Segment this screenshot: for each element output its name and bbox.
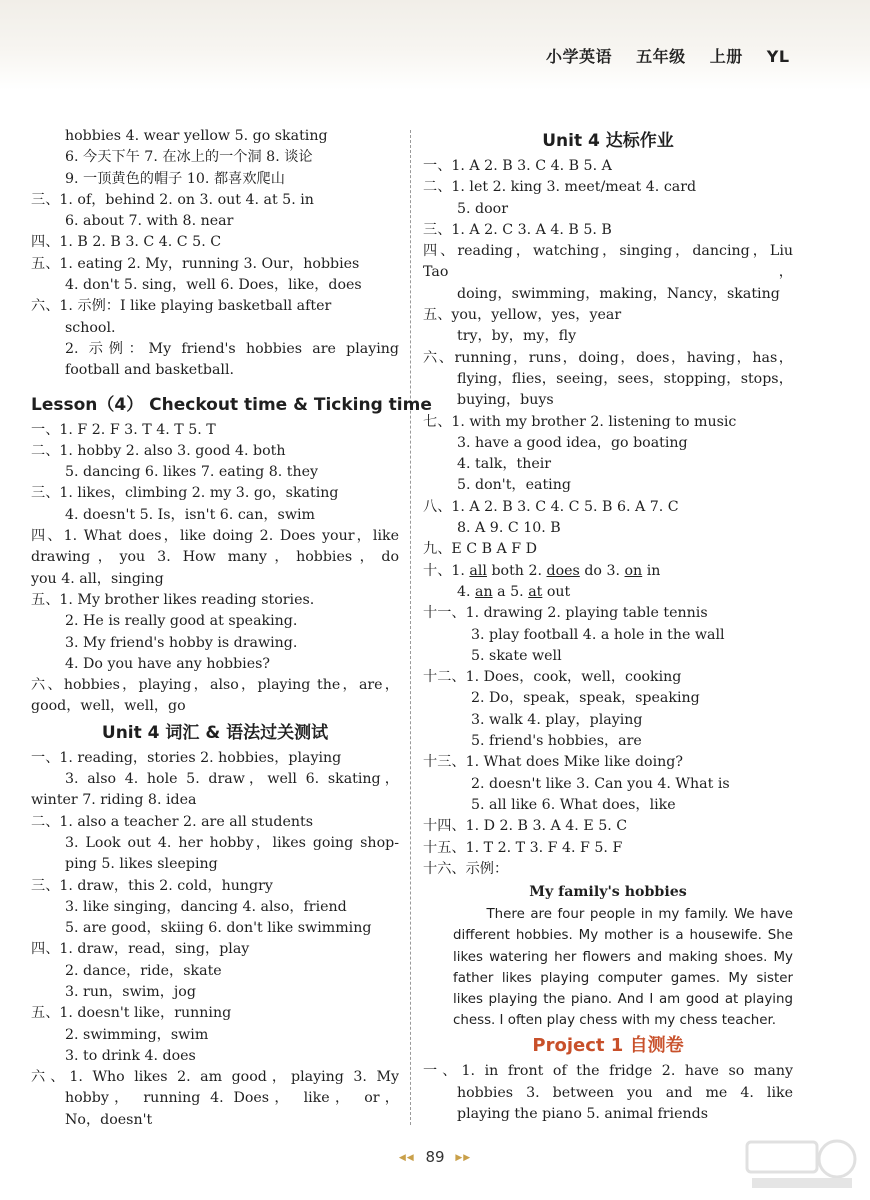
left-arrows-icon: ◀◀ bbox=[398, 1152, 415, 1163]
answer-line: school. bbox=[65, 319, 116, 336]
section-heading: Unit 4 达标作业 bbox=[542, 131, 674, 151]
answer-line: 十五、1. T 2. T 3. F 4. F 5. F bbox=[423, 839, 623, 856]
answer-line: 六、running，runs，doing，does，having，has， bbox=[423, 349, 793, 366]
answer-line: buying，buys bbox=[457, 392, 554, 409]
answer-line: 2. 示例：My friend's hobbies are playing bbox=[65, 340, 399, 357]
answer-line: 十六、示例： bbox=[423, 860, 509, 877]
left-answer-column bbox=[31, 126, 432, 1131]
answer-text: 4. bbox=[457, 583, 476, 600]
answer-line: 4. talk，their bbox=[457, 456, 552, 473]
underlined-answer: does bbox=[546, 562, 580, 579]
answer-line: hobbies 3. between you and me 4. like bbox=[457, 1084, 793, 1101]
answer-line: 七、1. with my brother 2. listening to music bbox=[423, 413, 737, 430]
answer-line: good，well，well，go bbox=[31, 698, 186, 715]
answer-text: a 5. bbox=[492, 583, 529, 600]
answer-line: doing，swimming，making，Nancy，skating bbox=[457, 285, 780, 302]
essay-title: My family's hobbies bbox=[529, 884, 687, 901]
answer-line: 5. all like 6. What does，like bbox=[471, 796, 676, 813]
answer-line: 2. dance，ride，skate bbox=[65, 962, 222, 979]
answer-line: 3. to drink 4. does bbox=[65, 1047, 196, 1064]
answer-line: 8. A 9. C 10. B bbox=[457, 520, 561, 537]
section-heading: Lesson（4） Checkout time & Ticking time bbox=[31, 394, 432, 415]
answer-line: 2. He is really good at speaking. bbox=[65, 613, 298, 630]
underlined-answer: at bbox=[528, 583, 543, 600]
answer-line: drawing，you 3. How many，hobbies，do bbox=[31, 549, 399, 566]
answer-line: 5. skate well bbox=[471, 647, 562, 664]
answer-line: ping 5. likes sleeping bbox=[65, 856, 218, 873]
answer-line: 十一、1. drawing 2. playing table tennis bbox=[423, 605, 708, 622]
answer-line: 三、1. likes，climbing 2. my 3. go，skating bbox=[31, 485, 339, 502]
answer-line: 四、1. What does，like doing 2. Does your，like bbox=[31, 528, 399, 545]
underlined-answer: an bbox=[475, 583, 493, 600]
answer-line: 一、1. in front of the fridge 2. have so many bbox=[423, 1063, 793, 1080]
answer-line: you 4. all，singing bbox=[31, 570, 164, 587]
answer-line: 5. dancing 6. likes 7. eating 8. they bbox=[65, 464, 319, 481]
answer-text: 十、1. bbox=[423, 562, 470, 579]
answer-line: 四、1. draw，read，sing，play bbox=[31, 941, 250, 958]
answer-line: 3. Look out 4. her hobby，likes going shop- bbox=[65, 834, 399, 851]
answer-line: 三、1. of，behind 2. on 3. out 4. at 5. in bbox=[31, 191, 314, 208]
answer-line: 3. have a good idea，go boating bbox=[457, 434, 688, 451]
answer-line: 6. about 7. with 8. near bbox=[65, 213, 234, 230]
answer-line: 三、1. A 2. C 3. A 4. B 5. B bbox=[423, 221, 612, 238]
section-heading: Project 1 自测卷 bbox=[532, 1035, 684, 1057]
spacer bbox=[31, 382, 399, 390]
answer-line: 4. Do you have any hobbies? bbox=[65, 655, 270, 672]
answer-line: 十三、1. What does Mike like doing? bbox=[423, 754, 683, 771]
answer-line: 三、1. draw，this 2. cold，hungry bbox=[31, 877, 273, 894]
header-grade: 五年级 bbox=[636, 47, 686, 66]
section-heading: Unit 4 词汇 & 语法过关测试 bbox=[101, 722, 329, 743]
header-volume: 上册 bbox=[709, 47, 743, 66]
answer-line: 5. door bbox=[457, 200, 508, 217]
answer-line: playing the piano 5. animal friends bbox=[457, 1105, 708, 1122]
answer-line: 3. like singing，dancing 4. also，friend bbox=[65, 898, 347, 915]
answer-line: hobbies 4. wear yellow 5. go skating bbox=[65, 128, 328, 144]
answer-line: 五、1. doesn't like，running bbox=[31, 1005, 232, 1022]
answer-line: 3. run，swim，jog bbox=[65, 983, 196, 1000]
column-divider bbox=[410, 130, 411, 1125]
answer-line: 二、1. hobby 2. also 3. good 4. both bbox=[31, 442, 286, 459]
right-answer-column bbox=[423, 126, 793, 1125]
answer-line: 2. swimming，swim bbox=[65, 1026, 209, 1043]
answer-line: No，doesn't bbox=[65, 1111, 153, 1128]
answer-line: 二、1. also a teacher 2. are all students bbox=[31, 813, 313, 830]
answer-line: 十四、1. D 2. B 3. A 4. E 5. C bbox=[423, 818, 628, 835]
answer-line bbox=[423, 561, 793, 582]
answer-line: 3. My friend's hobby is drawing. bbox=[65, 634, 298, 651]
answer-line: 4. don't 5. sing，well 6. Does，like，does bbox=[65, 277, 362, 294]
answer-text: out bbox=[542, 583, 571, 600]
answer-line: 一、1. reading，stories 2. hobbies，playing bbox=[31, 749, 342, 766]
answer-line: 十二、1. Does，cook，well，cooking bbox=[423, 669, 682, 686]
answer-line: 2. doesn't like 3. Can you 4. What is bbox=[471, 775, 730, 792]
answer-line: 四、reading，watching，singing，dancing，Liu Tao， bbox=[423, 243, 793, 281]
answer-line: 5. don't，eating bbox=[457, 477, 571, 494]
answer-line: 五、1. eating 2. My，running 3. Our，hobbies bbox=[31, 255, 360, 272]
answer-line: hobby， running 4. Does， like， or， bbox=[65, 1090, 399, 1107]
answer-line: 五、you，yellow，yes，year bbox=[423, 307, 622, 324]
answer-line: 5. friend's hobbies，are bbox=[471, 733, 642, 750]
watermark-stamp-icon bbox=[742, 1134, 862, 1194]
essay-paragraph: There are four people in my family. We have different hobbies. My mother is a housewife. She likes watering her flowers and making shoes. My father likes playing computer games. My sister likes playing the piano. And I am good at playing chess. I often play chess with my chess teacher. bbox=[453, 907, 793, 1029]
underlined-answer: on bbox=[624, 562, 643, 579]
answer-line: 九、E C B A F D bbox=[423, 541, 538, 558]
answer-line bbox=[423, 582, 793, 603]
answer-text: do 3. bbox=[579, 562, 625, 579]
answer-line: 3. play football 4. a hole in the wall bbox=[471, 626, 725, 643]
answer-text: both 2. bbox=[486, 562, 547, 579]
answer-line: 二、1. let 2. king 3. meet/meat 4. card bbox=[423, 179, 697, 196]
answer-line: 四、1. B 2. B 3. C 4. C 5. C bbox=[31, 234, 222, 251]
header-edition: YL bbox=[766, 47, 790, 66]
answer-line: 八、1. A 2. B 3. C 4. C 5. B 6. A 7. C bbox=[423, 498, 679, 515]
answer-line: 6. 今天下午 7. 在冰上的一个洞 8. 谈论 bbox=[65, 149, 313, 166]
answer-line: 六、1. 示例：I like playing basketball after bbox=[31, 298, 332, 315]
answer-line: 六、hobbies，playing，also，playing the，are， bbox=[31, 677, 399, 694]
answer-line: 一、1. F 2. F 3. T 4. T 5. T bbox=[31, 421, 216, 438]
answer-line: football and basketball. bbox=[65, 362, 234, 379]
answer-text: in bbox=[642, 562, 661, 579]
answer-line: 3. walk 4. play，playing bbox=[471, 711, 643, 728]
page-number: 89 bbox=[425, 1148, 445, 1166]
answer-line: 3. also 4. hole 5. draw，well 6. skating， bbox=[65, 771, 399, 788]
answer-line: 六、1. Who likes 2. am good，playing 3. My bbox=[31, 1069, 399, 1086]
answer-line: 五、1. My brother likes reading stories. bbox=[31, 591, 315, 608]
answer-line: 4. doesn't 5. Is，isn't 6. can，swim bbox=[65, 506, 315, 523]
right-arrows-icon: ▶▶ bbox=[455, 1152, 472, 1163]
answer-line: 一、1. A 2. B 3. C 4. B 5. A bbox=[423, 158, 612, 174]
page-footer bbox=[0, 1148, 870, 1166]
running-header bbox=[546, 44, 808, 67]
answer-line: winter 7. riding 8. idea bbox=[31, 792, 197, 809]
answer-line: 5. are good，skiing 6. don't like swimming bbox=[65, 920, 372, 937]
answer-line: 9. 一顶黄色的帽子 10. 都喜欢爬山 bbox=[65, 170, 285, 187]
underlined-answer: all bbox=[469, 562, 487, 579]
answer-line: try，by，my，fly bbox=[457, 328, 577, 345]
answer-line: 2. Do，speak，speak，speaking bbox=[471, 690, 700, 707]
answer-line: flying，flies，seeing，sees，stopping，stops， bbox=[457, 370, 793, 387]
header-subject: 小学英语 bbox=[546, 47, 613, 66]
